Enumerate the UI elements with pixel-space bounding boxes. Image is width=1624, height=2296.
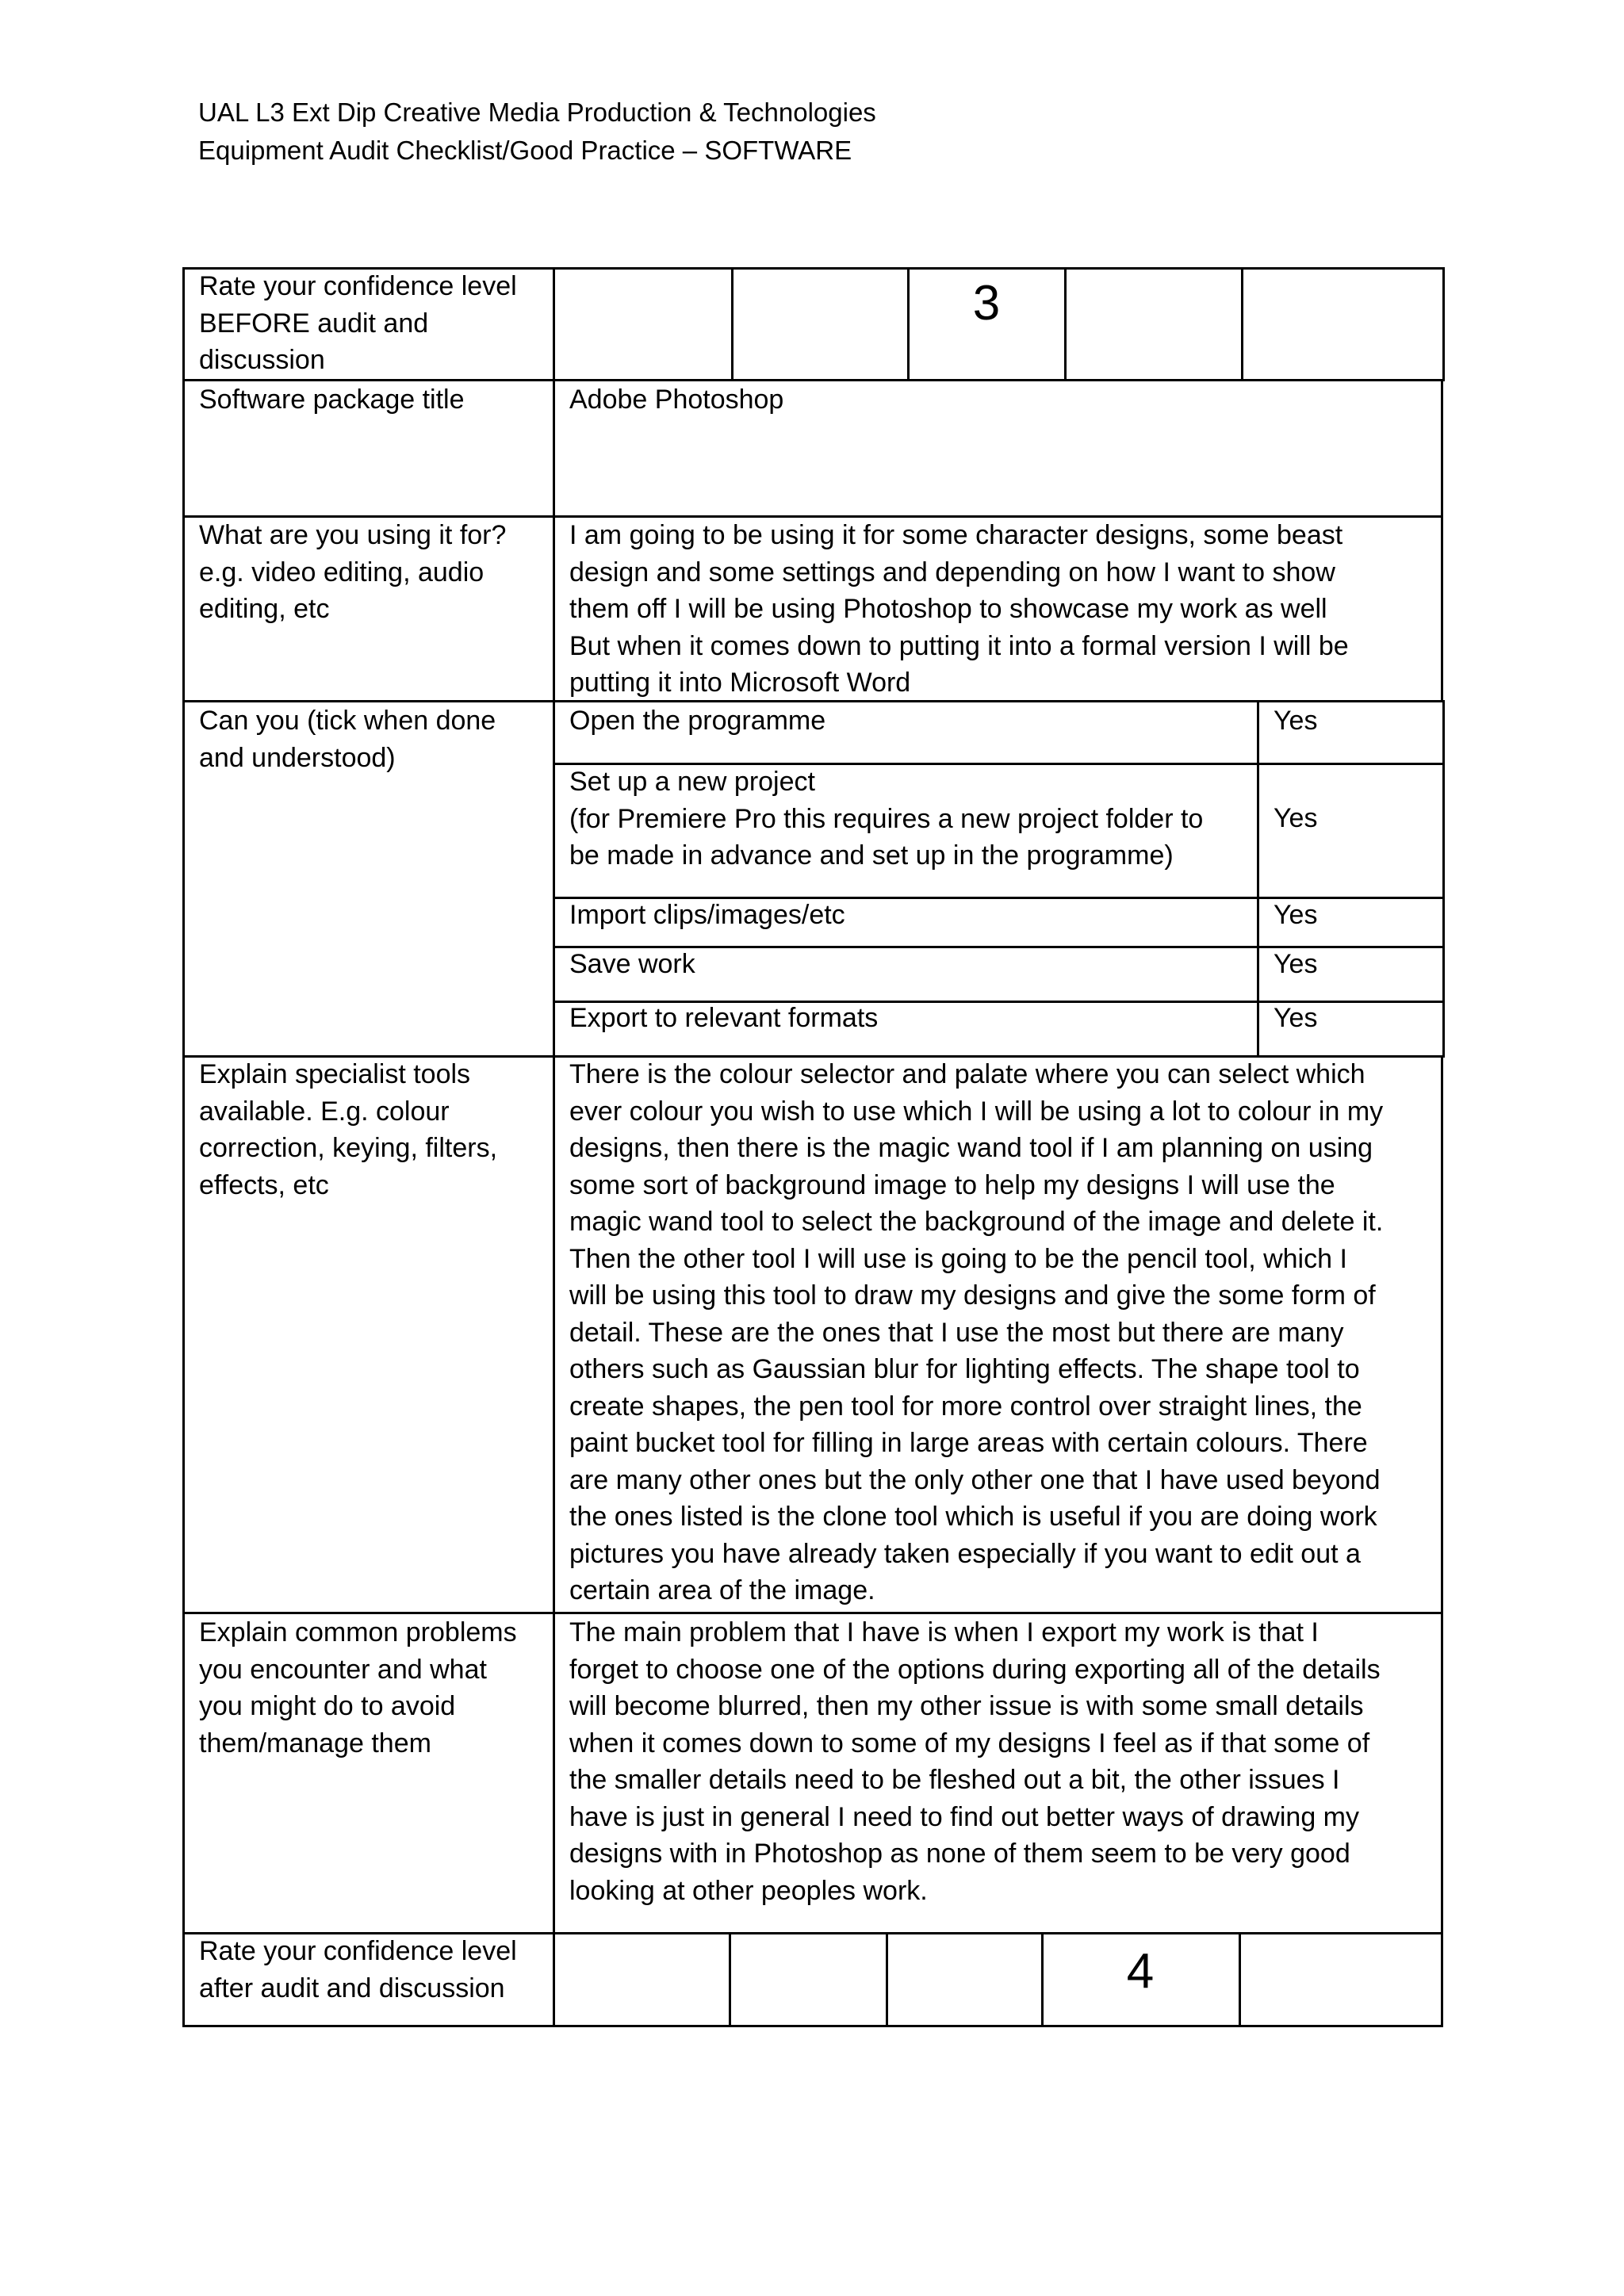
checklist-answer[interactable]: Yes: [1274, 706, 1318, 736]
document-header: [198, 94, 876, 170]
before-rating-value[interactable]: 3: [972, 276, 1001, 331]
course-title: UAL L3 Ext Dip Creative Media Production & Technologies: [198, 98, 876, 127]
common-problems-answer[interactable]: The main problem that I have is when I export my work is that I forget to choose one of the options during exporting all of the details will become blurred, then my other issue is with some small details when it comes down to some of my designs I feel as if that some of the smaller details need to be fleshed out a bit, the other issues I have is just in general I need to find out better ways of drawing my designs with in Photoshop as none of them seem to be very good looking at other peoples work.: [569, 1617, 1381, 1906]
software-title-label: Software package title: [199, 385, 465, 415]
software-title-value[interactable]: Adobe Photoshop: [569, 385, 784, 415]
checklist-answer[interactable]: Yes: [1274, 1003, 1318, 1033]
checklist-task: Save work: [569, 949, 695, 979]
checklist-answer[interactable]: Yes: [1274, 900, 1318, 930]
specialist-tools-answer[interactable]: There is the colour selector and palate where you can select which ever colour you wish to use which I will be using a lot to colour in my designs, then there is the magic wand tool if I am planning on using some sort of background image to help my designs I will use the magic wand tool to select the background of the image and delete it. Then the other tool I will use is going to be the pencil tool, which I will be using this tool to draw my designs and give the some form of detail. These are the ones that I use the most but there are many others such as Gaussian blur for lighting effects. The shape tool to create shapes, the pen tool for more control over straight lines, the paint bucket tool for filling in large areas with certain colours. There are many other ones but the only other one that I have used beyond the ones listed is the clone tool which is useful if you are doing work pictures you have already taken especially if you want to edit out a certain area of the image.: [569, 1059, 1384, 1605]
specialist-tools-label: Explain specialist tools available. E.g. colour correction, keying, filters, effects, etc: [199, 1059, 498, 1200]
after-rating-value[interactable]: 4: [1126, 1944, 1155, 1999]
checklist-title: Equipment Audit Checklist/Good Practice – SOFTWARE: [198, 136, 852, 165]
common-problems-label: Explain common problems you encounter and what you might do to avoid them/manage them: [199, 1617, 517, 1758]
after-rating-label: Rate your confidence level after audit and discussion: [199, 1936, 517, 2003]
usage-label: What are you using it for? e.g. video editing, audio editing, etc: [199, 520, 507, 624]
usage-answer[interactable]: I am going to be using it for some character designs, some beast design and some settings and depending on how I want to show them off I will be using Photoshop to showcase my work as well But when it comes down to putting it into a formal version I will be putting it into Microsoft Word: [569, 520, 1349, 698]
checklist-task: Open the programme: [569, 706, 826, 736]
before-rating-label: Rate your confidence level BEFORE audit and discussion: [199, 271, 517, 375]
checklist-task: Import clips/images/etc: [569, 900, 845, 930]
checklist-task: Set up a new project (for Premiere Pro this requires a new project folder to be made in advance and set up in the programme): [569, 767, 1204, 871]
checklist-answer[interactable]: Yes: [1274, 803, 1318, 833]
checklist-answer[interactable]: Yes: [1274, 949, 1318, 979]
checklist-label: Can you (tick when done and understood): [199, 706, 496, 773]
checklist-task: Export to relevant formats: [569, 1003, 879, 1033]
